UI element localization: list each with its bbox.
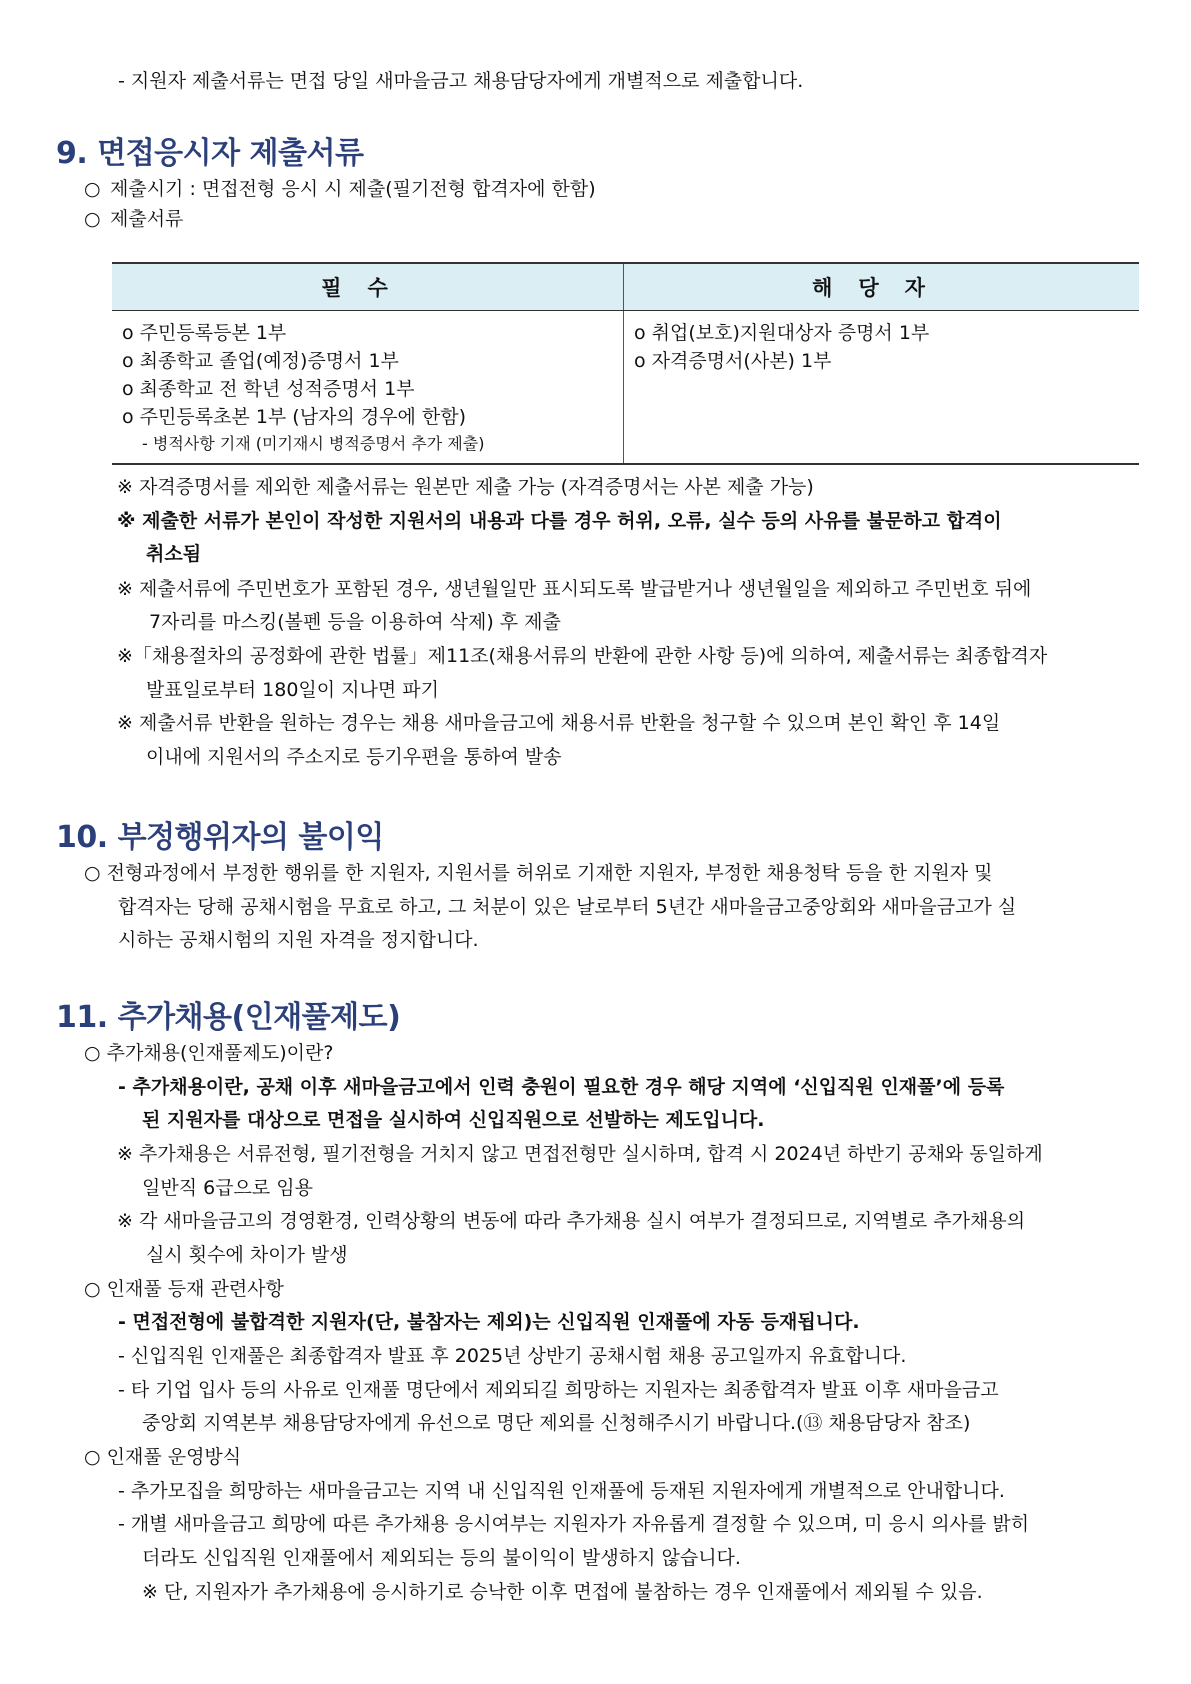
note-5-cont: 이내에 지원서의 주소지로 등기우편을 통하여 발송 — [146, 746, 562, 768]
s11-note-2-cont: 실시 횟수에 차이가 발생 — [146, 1244, 348, 1266]
submission-timing-text: 제출시기 : 면접전형 응시 시 제출(필기전형 합격자에 한함) — [110, 178, 596, 200]
circle-bullet-icon: ○ — [84, 178, 101, 200]
pool-title: ○ 인재풀 등재 관련사항 — [84, 1278, 284, 1300]
required-cell — [112, 311, 624, 465]
section-10-para-2: 합격자는 당해 공채시험을 무효로 하고, 그 처분이 있은 날로부터 5년간 새마을금고중앙회와 새마을금고가 실 — [118, 896, 1017, 918]
circle-bullet-icon: ○ — [84, 208, 101, 230]
definition-line: - 추가채용이란, 공채 이후 새마을금고에서 인력 충원이 필요한 경우 해당 지역에 ‘신입직원 인재풀’에 등록 — [118, 1076, 1005, 1098]
ops-item-1: - 추가모집을 희망하는 새마을금고는 지역 내 신입직원 인재풀에 등재된 지원자에게 개별적으로 안내합니다. — [118, 1480, 1005, 1502]
applicable-cell — [624, 311, 1140, 465]
section-9-heading: 9. 면접응시자 제출서류 — [56, 136, 364, 171]
documents-table — [112, 262, 1139, 465]
documents-label-text: 제출서류 — [110, 208, 184, 230]
section-10-para-1: ○ 전형과정에서 부정한 행위를 한 지원자, 지원서를 허위로 기재한 지원자, 부정한 채용청탁 등을 한 지원자 및 — [84, 862, 993, 884]
definition-line-cont: 된 지원자를 대상으로 면접을 실시하여 신입직원으로 선발하는 제도입니다. — [142, 1109, 765, 1131]
s11-note-1-cont: 일반직 6급으로 임용 — [142, 1177, 313, 1199]
ops-title: ○ 인재풀 운영방식 — [84, 1446, 242, 1468]
question-line: ○ 추가채용(인재풀제도)이란? — [84, 1042, 334, 1064]
note-3-cont: 7자리를 마스킹(볼펜 등을 이용하여 삭제) 후 제출 — [149, 611, 561, 633]
intro-line: - 지원자 제출서류는 면접 당일 새마을금고 채용담당자에게 개별적으로 제출합니다. — [118, 70, 804, 92]
s11-note-1: ※ 추가채용은 서류전형, 필기전형을 거치지 않고 면접전형만 실시하며, 합격 시 2024년 하반기 공채와 동일하게 — [117, 1143, 1043, 1165]
pool-item-3: - 타 기업 입사 등의 사유로 인재풀 명단에서 제외되길 희망하는 지원자는 최종합격자 발표 이후 새마을금고 — [118, 1379, 999, 1401]
note-2-cont: 취소됨 — [146, 543, 202, 565]
section-11-heading: 11. 추가채용(인재풀제도) — [56, 1000, 401, 1035]
note-5: ※ 제출서류 반환을 원하는 경우는 채용 새마을금고에 채용서류 반환을 청구할 수 있으며 본인 확인 후 14일 — [117, 712, 1001, 734]
list-item: o 주민등록초본 1부 (남자의 경우에 한함) — [122, 406, 467, 428]
note-2: ※ 제출한 서류가 본인이 작성한 지원서의 내용과 다를 경우 허위, 오류, 실수 등의 사유를 불문하고 합격이 — [117, 510, 1002, 532]
ops-item-2-cont: 더라도 신입직원 인재풀에서 제외되는 등의 불이익이 발생하지 않습니다. — [142, 1547, 741, 1569]
documents-label — [84, 206, 183, 232]
ops-item-2-note: ※ 단, 지원자가 추가채용에 응시하기로 승낙한 이후 면접에 불참하는 경우 인재풀에서 제외될 수 있음. — [142, 1581, 983, 1603]
header-required: 필수 — [112, 263, 624, 311]
submission-timing — [84, 176, 596, 202]
list-item: o 최종학교 전 학년 성적증명서 1부 — [122, 378, 415, 400]
pool-item-1: - 면접전형에 불합격한 지원자(단, 불참자는 제외)는 신입직원 인재풀에 자동 등재됩니다. — [118, 1311, 860, 1333]
ops-item-2: - 개별 새마을금고 희망에 따른 추가채용 응시여부는 지원자가 자유롭게 결정할 수 있으며, 미 응시 의사를 밝히 — [118, 1513, 1030, 1535]
table-header-row — [112, 263, 1139, 311]
section-10-heading: 10. 부정행위자의 불이익 — [56, 820, 384, 855]
list-item: o 자격증명서(사본) 1부 — [634, 350, 832, 372]
note-4: ※「채용절차의 공정화에 관한 법률」제11조(채용서류의 반환에 관한 사항 등)에 의하여, 제출서류는 최종합격자 — [117, 645, 1048, 667]
note-4-cont: 발표일로부터 180일이 지나면 파기 — [146, 679, 439, 701]
note-1: ※ 자격증명서를 제외한 제출서류는 원본만 제출 가능 (자격증명서는 사본 제출 가능) — [117, 476, 814, 498]
list-item: o 최종학교 졸업(예정)증명서 1부 — [122, 350, 399, 372]
s11-note-2: ※ 각 새마을금고의 경영환경, 인력상황의 변동에 따라 추가채용 실시 여부가 결정되므로, 지역별로 추가채용의 — [117, 1210, 1026, 1232]
list-item: o 취업(보호)지원대상자 증명서 1부 — [634, 322, 930, 344]
header-applicable: 해당자 — [624, 263, 1140, 311]
table-row — [112, 311, 1139, 465]
pool-item-3-cont: 중앙회 지역본부 채용담당자에게 유선으로 명단 제외를 신청해주시기 바랍니다.(⑬ 채용담당자 참조) — [142, 1412, 971, 1434]
pool-item-2: - 신입직원 인재풀은 최종합격자 발표 후 2025년 상반기 공채시험 채용 공고일까지 유효합니다. — [118, 1345, 907, 1367]
section-10-para-3: 시하는 공채시험의 지원 자격을 정지합니다. — [118, 929, 479, 951]
list-subnote: - 병적사항 기재 (미기재시 병적증명서 추가 제출) — [142, 434, 485, 453]
note-3: ※ 제출서류에 주민번호가 포함된 경우, 생년월일만 표시되도록 발급받거나 생년월일을 제외하고 주민번호 뒤에 — [117, 578, 1032, 600]
list-item: o 주민등록등본 1부 — [122, 322, 287, 344]
